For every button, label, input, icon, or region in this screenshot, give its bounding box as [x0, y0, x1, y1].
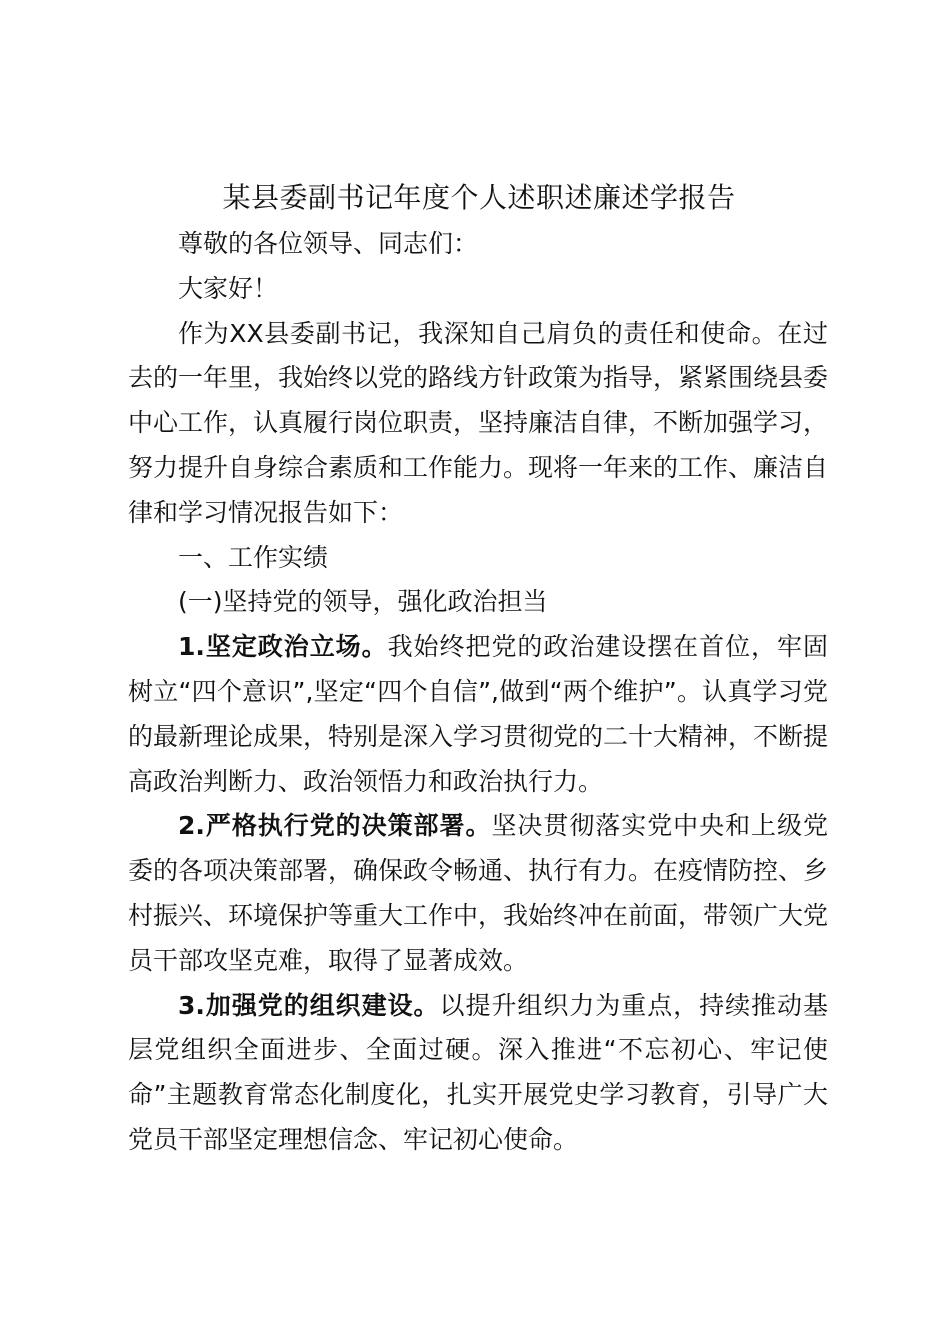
item-lead: 3.加强党的组织建设。: [178, 990, 440, 1020]
subsection-heading: (一)坚持党的领导，强化政治担当: [178, 587, 548, 617]
greeting: 大家好！: [178, 273, 279, 303]
item-lead: 2.严格执行党的决策部署。: [178, 811, 492, 841]
document-body: [128, 222, 828, 1163]
section-heading: 一、工作实绩: [178, 542, 329, 572]
intro-paragraph: 作为XX县委副书记，我深知自己肩负的责任和使命。在过去的一年里，我始终以党的路线方针政策为指导，紧紧围绕县委中心工作，认真履行岗位职责，坚持廉洁自律，不断加强学习，努力提升自身综合素质和工作能力。现将一年来的工作、廉洁自律和学习情况报告如下：: [128, 318, 829, 527]
document-title: 某县委副书记年度个人述职述廉述学报告: [222, 181, 736, 214]
item-paragraph: [128, 804, 828, 983]
item-text: 以提升组织力为重点，持续推动基层党组织全面进步、全面过硬。深入推进“不忘初心、牢记使命”主题教育常态化制度化，扎实开展党史学习教育，引导广大党员干部坚定理想信念、牢记初心使命。: [128, 990, 828, 1154]
item-text: 我始终把党的政治建设摆在首位，牢固树立“四个意识”,坚定“四个自信”,做到“两个维护”。认真学习党的最新理论成果，特别是深入学习贯彻党的二十大精神，不断提高政治判断力、政治领悟力和政治执行力。: [128, 632, 829, 796]
item-paragraph: [128, 984, 828, 1163]
item-lead: 1.坚定政治立场。: [178, 632, 388, 662]
item-text: 坚决贯彻落实党中央和上级党委的各项决策部署，确保政令畅通、执行有力。在疫情防控、乡村振兴、环境保护等重大工作中，我始终冲在前面，带领广大党员干部攻坚克难，取得了显著成效。: [128, 811, 829, 975]
salutation: 尊敬的各位领导、同志们：: [178, 229, 479, 258]
item-paragraph: [128, 625, 828, 804]
